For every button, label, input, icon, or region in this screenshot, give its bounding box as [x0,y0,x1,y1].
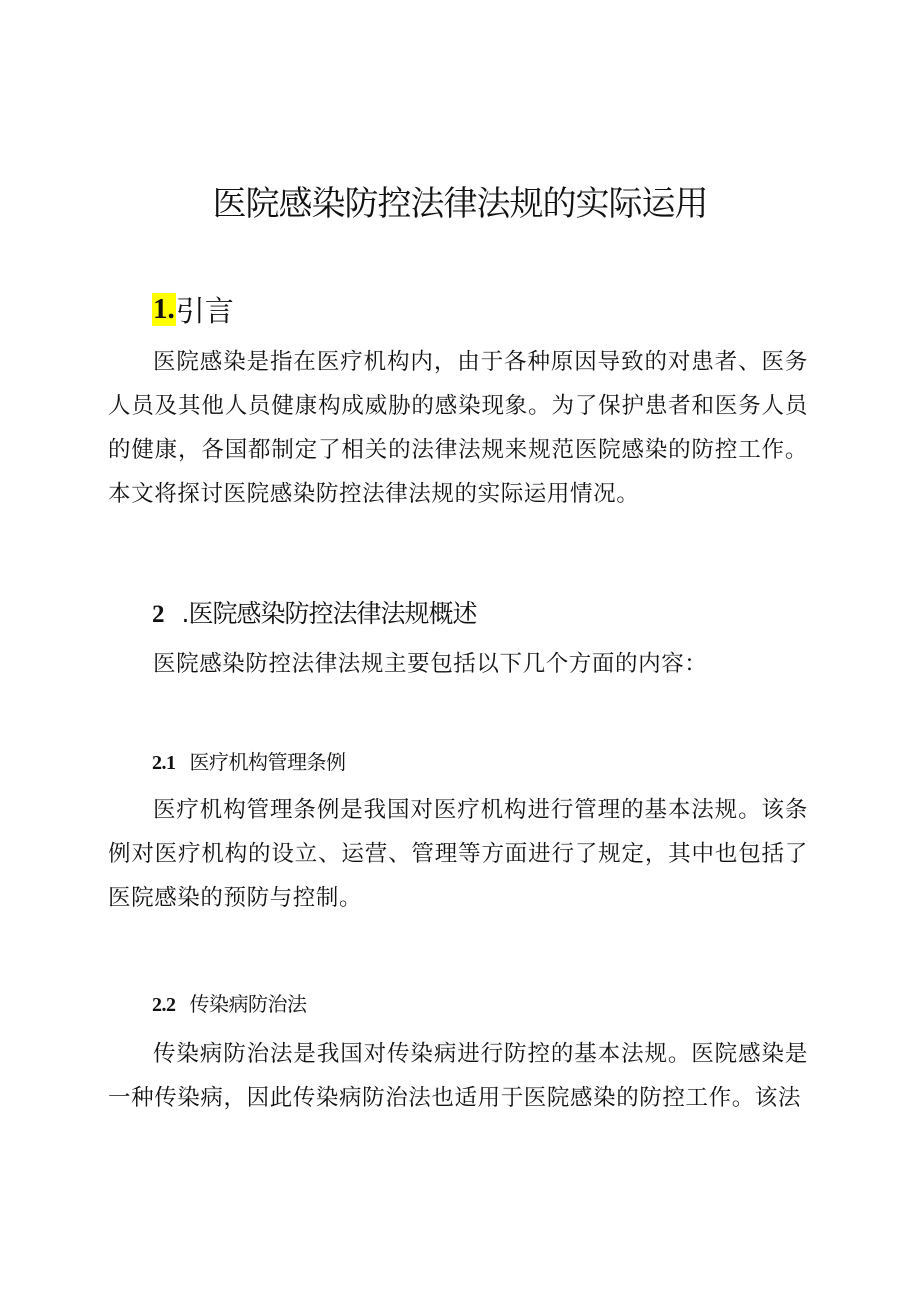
section-2-1-title: 医疗机构管理条例 [189,750,346,774]
section-2-2-title: 传染病防治法 [189,992,307,1016]
section-2-title: .医院感染防控法律法规概述 [181,599,477,628]
section-2-2-number: 2.2 [152,994,176,1016]
section-1-heading [152,289,234,330]
section-2-1-number: 2.1 [152,752,176,774]
section-2-heading [152,594,476,630]
section-2-1-paragraph: 医疗机构管理条例是我国对医疗机构进行管理的基本法规。该条例对医疗机构的设立、运营、管理等方面进行了规定，其中也包括了医院感染的预防与控制。 [108,797,808,911]
section-2-2-paragraph: 传染病防治法是我国对传染病进行防控的基本法规。医院感染是一种传染病，因此传染病防治法也适用于医院感染的防控工作。该法 [108,1041,808,1111]
section-2-1-heading [152,746,346,775]
section-1-paragraph: 医院感染是指在医疗机构内，由于各种原因导致的对患者、医务人员及其他人员健康构成威胁的感染现象。为了保护患者和医务人员的健康，各国都制定了相关的法律法规来规范医院感染的防控工作。本文将探讨医院感染防控法律法规的实际运用情况。 [108,349,808,507]
document-title: 医院感染防控法律法规的实际运用 [212,184,708,224]
section-1-title: 引言 [175,294,234,328]
section-2-paragraph: 医院感染防控法律法规主要包括以下几个方面的内容： [153,651,708,677]
section-2-number: 2 [152,601,164,628]
section-1-number: 1. [153,293,175,325]
section-2-2-heading [152,988,307,1017]
